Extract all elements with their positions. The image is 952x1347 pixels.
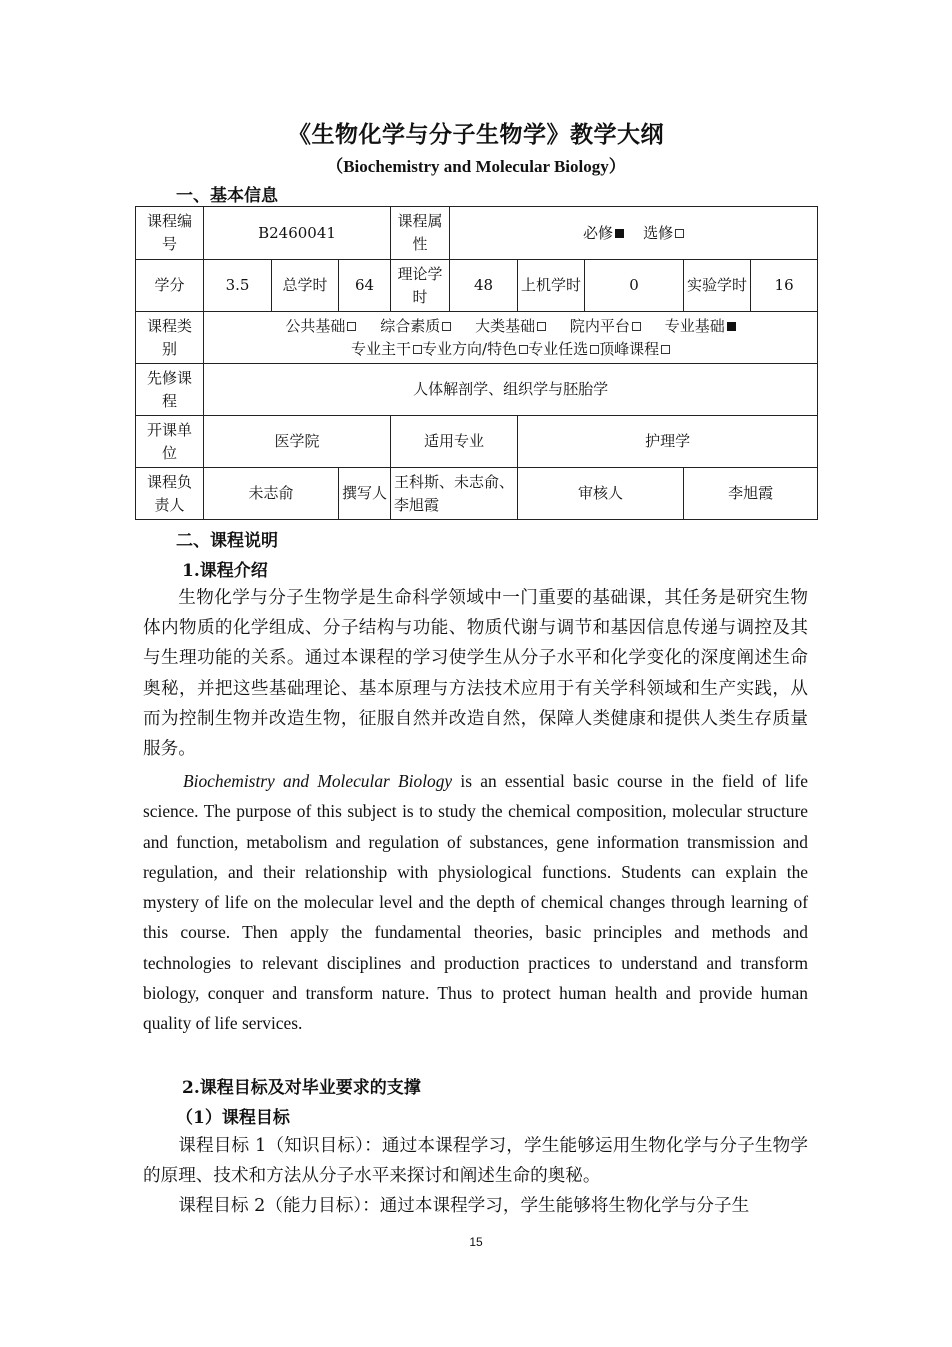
document-subtitle: （Biochemistry and Molecular Biology） [326,157,626,176]
unchecked-box-icon [537,322,546,331]
computer-hours-value: 0 [585,260,684,312]
prereq-value: 人体解剖学、组织学与胚胎学 [204,364,818,416]
category-label: 课程类别 [136,312,204,364]
major-value: 护理学 [518,416,818,468]
writer-label: 撰写人 [339,468,391,520]
required-label: 必修 [583,223,614,242]
prereq-label: 先修课程 [136,364,204,416]
unchecked-box-icon [347,322,356,331]
dept-label: 开课单位 [136,416,204,468]
table-row [136,312,818,364]
table-row [136,364,818,416]
course-attr-label: 课程属性 [391,207,450,260]
course-attr-value [450,207,818,260]
lab-hours-label: 实验学时 [684,260,751,312]
checked-box-icon [727,322,736,331]
table-row [136,260,818,312]
checked-box-icon [615,229,624,238]
computer-hours-label: 上机学时 [518,260,585,312]
goal-1-paragraph: 课程目标 1（知识目标）：通过本课程学习，学生能够运用生物化学与分子生物学的原理、技术和方法从分子水平来探讨和阐述生命的奥秘。 [143,1136,808,1187]
lab-hours-value: 16 [751,260,818,312]
unchecked-box-icon [519,345,528,354]
intro-english-paragraph [143,766,808,1039]
table-row [136,416,818,468]
unchecked-box-icon [413,345,422,354]
total-hours-value: 64 [339,260,391,312]
course-name-italic: Biochemistry and Molecular Biology [183,771,453,791]
intro-chinese-paragraph: 生物化学与分子生物学是生命科学领域中一门重要的基础课，其任务是研究生物体内物质的化学组成、分子结构与功能、物质代谢与调节和基因信息传递与调控及其与生理功能的关系。通过本课程的学习使学生从分子水平和化学变化的深度阐述生命奥秘，并把这些基础理论、基本原理与方法技术应用于有关学科领域和生产实践，从而为控制生物并改造生物，征服自然并改造自然，保障人类健康和提供人类生存质量服务。 [143,588,808,760]
goal-2-paragraph: 课程目标 2（能力目标）：通过本课程学习，学生能够将生物化学与分子生 [178,1196,750,1216]
writers-value: 王科斯、未志俞、李旭霞 [391,468,518,520]
course-no-label: 课程编号 [136,207,204,260]
reviewer-value: 李旭霞 [684,468,818,520]
course-info-table [135,206,818,520]
lead-label: 课程负责人 [136,468,204,520]
unchecked-box-icon [675,229,684,238]
intro-english-text: is an essential basic course in the field of life science. The purpose of this subject is to study the chemical composition, molecular structure and function, metabolism and regulation of substances, gene information transmission and regulation, and their relationship with physiological functions. Students can explain the mystery of life on the molecular level and the depth of chemical changes through learning of this course. Then apply the fundamental theories, basic principles and methods and technologies to relevant disciplines and production practices to understand and transform biology, conquer and transform nature. Thus to protect human health and provide human quality of life services. [143,771,808,1034]
document-title: 《生物化学与分子生物学》教学大纲 [288,121,664,148]
subheading-course-intro: 1.课程介绍 [182,561,268,581]
subheading-course-goals: 2.课程目标及对毕业要求的支撑 [182,1078,421,1098]
unchecked-box-icon [590,345,599,354]
theory-hours-label: 理论学时 [391,260,450,312]
course-no-value: B2460041 [204,207,391,260]
subheading-goal-list: （1）课程目标 [176,1108,290,1128]
elective-label: 选修 [643,223,674,242]
lead-value: 未志俞 [204,468,339,520]
credit-value: 3.5 [204,260,272,312]
section-heading-course-desc: 二、课程说明 [176,531,278,551]
reviewer-label: 审核人 [518,468,684,520]
section-heading-basic-info: 一、基本信息 [176,186,278,206]
total-hours-label: 总学时 [272,260,339,312]
unchecked-box-icon [661,345,670,354]
unchecked-box-icon [632,322,641,331]
theory-hours-value: 48 [450,260,518,312]
major-label: 适用专业 [391,416,518,468]
credit-label: 学分 [136,260,204,312]
category-options: 公共基础 综合素质 大类基础 院内平台 专业基础 专业主干 专业方向/特色 专业任选 顶峰课程 [204,312,818,364]
table-row [136,468,818,520]
unchecked-box-icon [442,322,451,331]
dept-value: 医学院 [204,416,391,468]
table-row [136,207,818,260]
page-number: 15 [469,1235,483,1249]
